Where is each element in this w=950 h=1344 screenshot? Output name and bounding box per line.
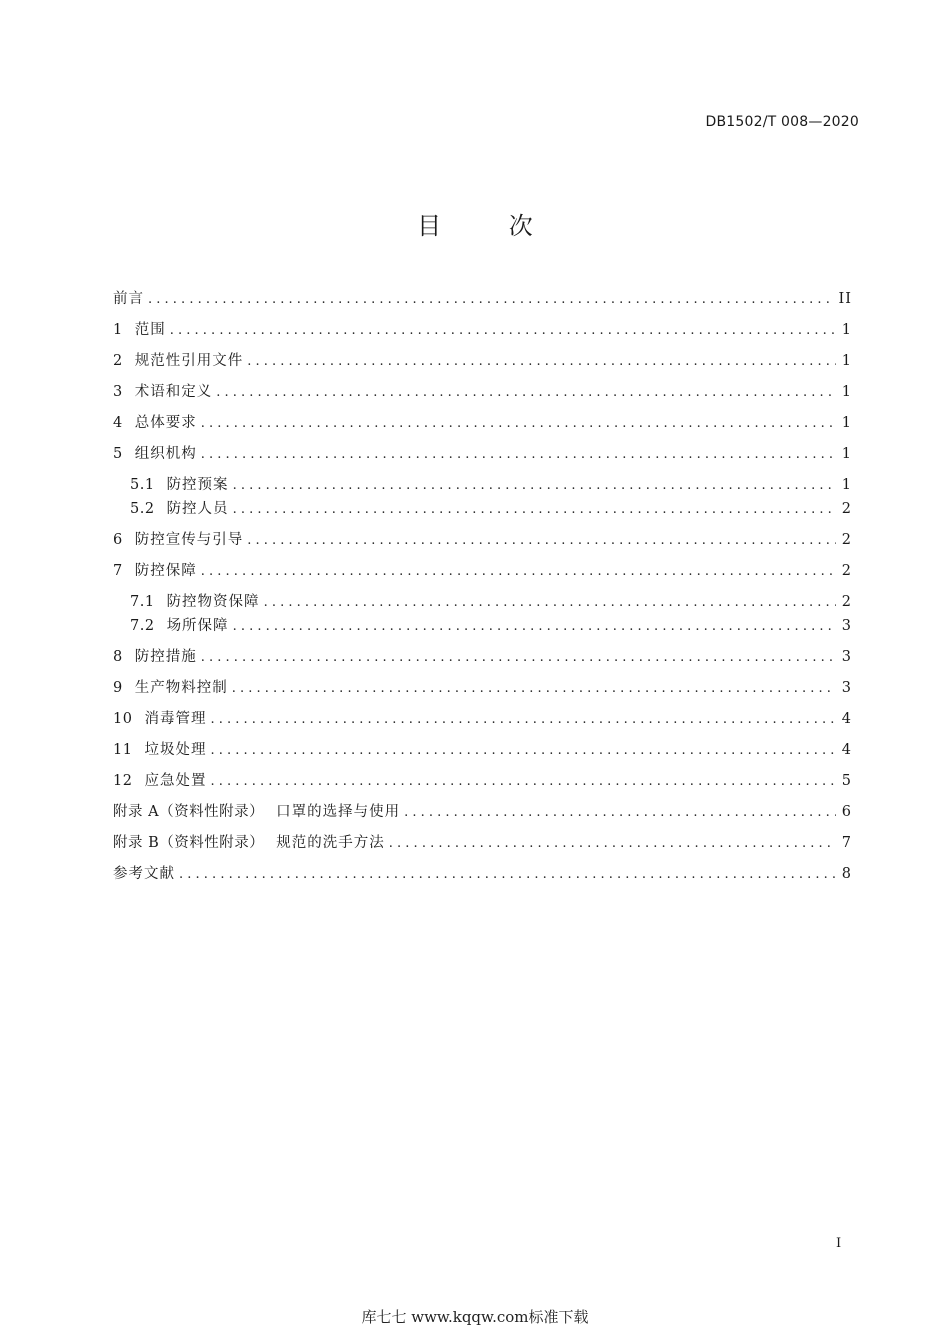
toc-entry-label: 消毒管理 [144,711,207,727]
table-of-contents [113,288,852,894]
toc-entry-number: 9 [113,680,123,696]
toc-entry-label: 垃圾处理 [144,742,207,758]
toc-dot-leader [247,530,836,552]
toc-subentry[interactable] [113,474,852,498]
toc-entry-page: 1 [841,477,852,493]
toc-entry-label: 防控预案 [166,477,229,493]
toc-entry-page: 2 [841,563,852,579]
page-title: 目 次 [417,212,563,240]
toc-entry[interactable] [113,832,852,863]
toc-entry-page: 4 [841,711,852,727]
toc-entry-label: 规范性引用文件 [134,353,244,369]
page-number: I [836,1236,842,1251]
toc-entry-page: 7 [841,835,852,851]
toc-dot-leader [233,616,836,638]
toc-entry-label: 口罩的选择与使用 [276,804,401,820]
toc-dot-leader [264,592,836,614]
toc-entry[interactable] [113,863,852,894]
toc-dot-leader [389,833,836,855]
toc-entry[interactable] [113,560,852,591]
toc-entry-number: 5 [113,446,123,462]
toc-entry-label: 防控人员 [166,501,229,517]
toc-dot-leader [179,864,836,886]
toc-dot-leader [148,289,835,311]
toc-entry-label: 规范的洗手方法 [276,835,385,851]
toc-entry-label: 防控措施 [134,649,197,665]
toc-entry-label: 术语和定义 [134,384,213,400]
toc-entry[interactable] [113,381,852,412]
toc-entry-page: 2 [841,501,852,517]
toc-entry-number: 5.2 [130,501,155,517]
toc-entry-label: 防控宣传与引导 [134,532,244,548]
toc-entry[interactable] [113,412,852,443]
toc-entry-number: 5.1 [130,477,155,493]
toc-entry[interactable] [113,646,852,677]
toc-entry-page: 6 [841,804,852,820]
toc-entry-page: 4 [841,742,852,758]
footer-watermark: 库七七 www.kqqw.com标准下载 [361,1308,589,1326]
toc-entry[interactable] [113,288,852,319]
toc-dot-leader [201,561,836,583]
toc-dot-leader [247,351,836,373]
toc-entry-number: 7.2 [130,618,155,634]
toc-entry-label: 生产物料控制 [134,680,228,696]
toc-entry-label: 前言 [113,291,144,307]
toc-dot-leader [210,740,836,762]
toc-dot-leader [404,802,836,824]
toc-dot-leader [201,413,836,435]
toc-entry-number: 6 [113,532,123,548]
toc-dot-leader [210,709,836,731]
toc-entry-page: 3 [841,618,852,634]
toc-entry-number: 8 [113,649,123,665]
toc-entry-label: 应急处置 [144,773,207,789]
toc-entry-number: 4 [113,415,123,431]
toc-entry-page: 1 [841,415,852,431]
toc-dot-leader [233,499,836,521]
toc-entry-label: 组织机构 [134,446,197,462]
toc-dot-leader [201,647,836,669]
toc-entry-page: 8 [841,866,852,882]
toc-entry-number: 附录 A（资料性附录） [113,804,265,820]
toc-entry-number: 12 [113,773,133,789]
toc-entry-label: 场所保障 [166,618,229,634]
toc-entry-page: 5 [841,773,852,789]
toc-dot-leader [201,444,836,466]
toc-entry-page: 1 [841,322,852,338]
toc-entry-label: 范围 [134,322,166,338]
toc-entry-page: 3 [841,649,852,665]
toc-dot-leader [232,678,836,700]
toc-entry-number: 10 [113,711,133,727]
toc-entry-label: 防控物资保障 [166,594,260,610]
document-code: DB1502/T 008—2020 [705,114,859,130]
toc-entry[interactable] [113,443,852,474]
toc-entry[interactable] [113,739,852,770]
toc-entry-page: 1 [841,384,852,400]
toc-subentry[interactable] [113,615,852,646]
toc-dot-leader [233,475,836,497]
toc-entry-label: 总体要求 [134,415,197,431]
toc-entry-label: 防控保障 [134,563,197,579]
toc-entry[interactable] [113,319,852,350]
toc-entry-number: 3 [113,384,123,400]
toc-entry-number: 2 [113,353,123,369]
toc-entry-page: 2 [841,594,852,610]
toc-entry[interactable] [113,677,852,708]
toc-dot-leader [170,320,836,342]
toc-entry-label: 参考文献 [113,866,175,882]
toc-entry[interactable] [113,350,852,381]
toc-dot-leader [216,382,836,404]
toc-entry-page: 3 [841,680,852,696]
toc-entry-number: 7 [113,563,123,579]
toc-subentry[interactable] [113,498,852,529]
toc-entry-page: II [838,291,852,307]
toc-entry[interactable] [113,770,852,801]
toc-entry-number: 7.1 [130,594,155,610]
toc-entry-page: 1 [841,446,852,462]
toc-entry[interactable] [113,529,852,560]
toc-dot-leader [210,771,836,793]
toc-entry-number: 1 [113,322,123,338]
toc-entry-page: 1 [841,353,852,369]
toc-entry-page: 2 [841,532,852,548]
toc-entry[interactable] [113,801,852,832]
toc-entry[interactable] [113,708,852,739]
toc-entry-number: 11 [113,742,133,758]
toc-subentry[interactable] [113,591,852,615]
toc-entry-number: 附录 B（资料性附录） [113,835,265,851]
